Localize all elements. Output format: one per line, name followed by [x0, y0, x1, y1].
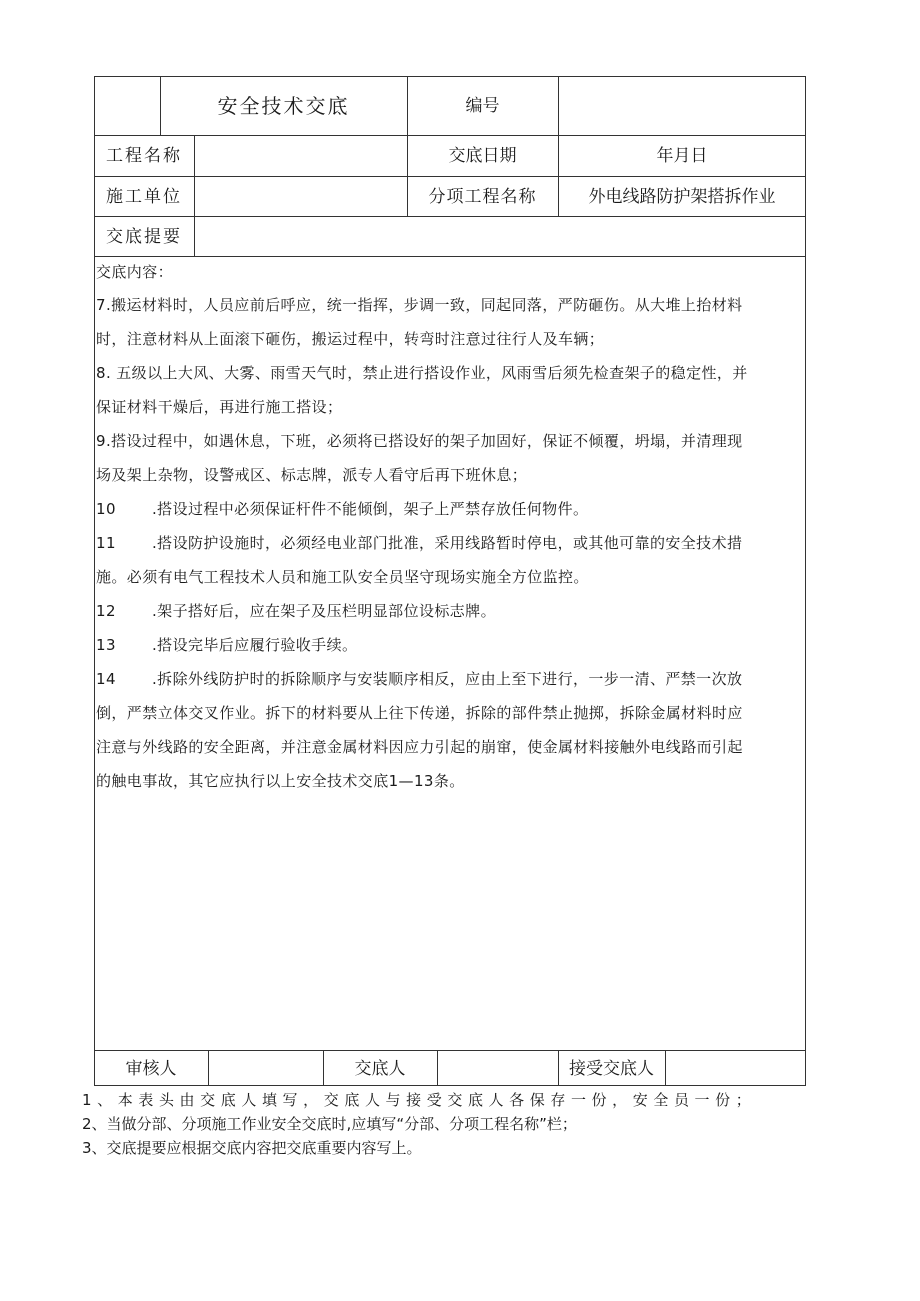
content-line: 9.搭设过程中，如遇休息，下班，必须将已搭设好的架子加固好，保证不倾覆，坍塌，并清理现 [96, 432, 743, 450]
col-divider [665, 1050, 666, 1086]
col-divider [437, 1050, 438, 1086]
content-line: 时，注意材料从上面滚下砸伤，搬运过程中，转弯时注意过往行人及车辆； [96, 330, 605, 348]
content-line: 注意与外线路的安全距离，并注意金属材料因应力引起的崩窜，使金属材料接触外电线路而引起 [96, 738, 743, 756]
receiver-label: 接受交底人 [569, 1059, 654, 1079]
subitem-name-field[interactable]: 外电线路防护架搭拆作业 [588, 187, 776, 207]
content-line: .拆除外线防护时的拆除顺序与安装顺序相反，应由上至下进行，一步一清、严禁一次放 [152, 670, 743, 688]
item-number: 12 [96, 602, 116, 620]
disclosure-content [96, 258, 808, 798]
project-name-label: 工程名称 [106, 146, 182, 166]
content-item [96, 526, 808, 594]
content-line: .搭设过程中必须保证杆件不能倾倒，架子上严禁存放任何物件。 [152, 500, 589, 518]
content-line: .架子搭好后，应在架子及压栏明显部位设标志牌。 [152, 602, 496, 620]
content-line: 8. 五级以上大风、大雾、雨雪天气时，禁止进行搭设作业，风雨雪后须先检查架子的稳定性，并 [96, 364, 748, 382]
number-label: 编号 [465, 96, 500, 116]
col-divider [208, 1050, 209, 1086]
content-line: 保证材料干燥后，再进行施工搭设； [96, 398, 343, 416]
content-heading: 交底内容： [96, 263, 174, 281]
item-number: 14 [96, 670, 116, 688]
footnote: 2、当做分部、分项施工作业安全交底时,应填写“分部、分项工程名称”栏； [82, 1115, 577, 1133]
content-item [96, 628, 808, 662]
row-divider [94, 216, 806, 217]
col-divider [194, 135, 195, 257]
content-item [96, 424, 808, 492]
footnotes [82, 1088, 812, 1160]
item-number: 13 [96, 636, 116, 654]
content-line: .搭设完毕后应履行验收手续。 [152, 636, 358, 654]
content-line: .搭设防护设施时，必须经电业部门批准，采用线路暂时停电，或其他可靠的安全技术措 [152, 534, 743, 552]
item-number: 11 [96, 534, 116, 552]
item-number: 10 [96, 500, 116, 518]
content-line: 7.搬运材料时，人员应前后呼应，统一指挥，步调一致，同起同落，严防砸伤。从大堆上抬材料 [96, 296, 743, 314]
content-item [96, 492, 808, 526]
content-line: 施。必须有电气工程技术人员和施工队安全员坚守现场实施全方位监控。 [96, 568, 589, 586]
date-field[interactable]: 年月日 [656, 146, 708, 166]
discloser-label: 交底人 [354, 1059, 406, 1079]
row-divider [94, 135, 806, 136]
content-item [96, 594, 808, 628]
footnote: 1、本表头由交底人填写，交底人与接受交底人各保存一份，安全员一份； [82, 1091, 757, 1109]
subitem-name-label: 分项工程名称 [428, 187, 537, 207]
reviewer-label: 审核人 [125, 1059, 177, 1079]
content-line: 的触电事故，其它应执行以上安全技术交底1—13条。 [96, 772, 465, 790]
row-divider [94, 1050, 806, 1051]
content-line: 场及架上杂物，设警戒区、标志牌，派专人看守后再下班休息； [96, 466, 528, 484]
construction-unit-label: 施工单位 [106, 187, 182, 207]
date-label: 交底日期 [448, 146, 517, 166]
summary-label: 交底提要 [106, 227, 182, 247]
content-line: 倒，严禁立体交叉作业。拆下的材料要从上往下传递，拆除的部件禁止抛掷，拆除金属材料时应 [96, 704, 743, 722]
document-title: 安全技术交底 [217, 94, 350, 118]
content-item [96, 662, 808, 798]
content-item [96, 288, 808, 356]
row-divider [94, 176, 806, 177]
content-item [96, 356, 808, 424]
footnote: 3、交底提要应根据交底内容把交底重要内容写上。 [82, 1139, 422, 1157]
row-divider [94, 256, 806, 257]
